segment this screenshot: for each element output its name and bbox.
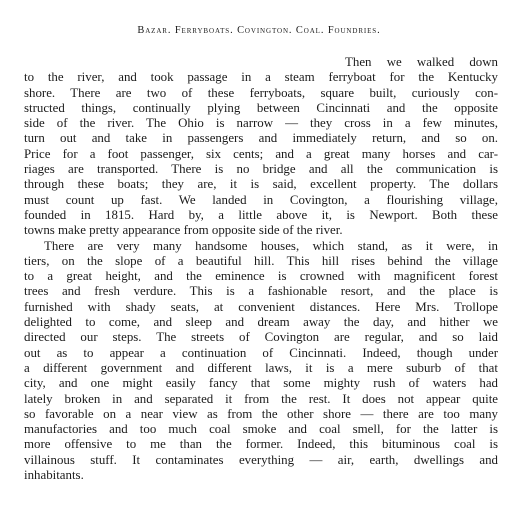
text-line: founded in 1815. Hard by, a little above it, is Newport. Both these: [24, 207, 498, 222]
text-line: city, and one might easily fancy that some mighty rush of waters had: [24, 376, 498, 391]
text-line: structed things, continually plying between Cincinnati and the opposite: [24, 100, 498, 115]
text-line: turn out and take in passengers and immediately return, and so on.: [24, 131, 498, 146]
text-line: shore. There are two of these ferryboats, square built, curiously con-: [24, 85, 498, 100]
text-line: through these boats; they are, it is said, excellent property. The dollars: [24, 177, 498, 192]
text-line: delighted to come, and sleep and dream away the day, and hither we: [24, 315, 498, 330]
text-line: Then we walked down: [345, 55, 498, 69]
paragraph-ferryboats: [24, 55, 498, 239]
text-line: tiers, on the slope of a beautiful hill. This hill rises behind the village: [24, 253, 498, 268]
text-line: to a great height, and the eminence is crowned with magnificent forest: [24, 269, 498, 284]
text-line: directed our steps. The streets of Covington are regular, and so laid: [24, 330, 498, 345]
text-line: out as to appear a continuation of Cincinnati. Indeed, though under: [24, 345, 498, 360]
text-line: must count up fast. We landed in Covington, a flourishing village,: [24, 192, 498, 207]
text-line: so favorable on a near view as from the other shore — there are too many: [24, 406, 498, 421]
text-line: trees and fresh verdure. This is a fashionable resort, and the place is: [24, 284, 498, 299]
text-line: to the river, and took passage in a steam ferryboat for the Kentucky: [24, 70, 498, 85]
text-line: side of the river. The Ohio is narrow — they cross in a few minutes,: [24, 116, 498, 131]
text-line: inhabitants.: [24, 468, 84, 483]
running-head: Bazar. Ferryboats. Covington. Coal. Foundries.: [137, 25, 381, 36]
text-line: villainous stuff. It contaminates everything — air, earth, dwellings and: [24, 452, 498, 467]
text-line: Price for a foot passenger, six cents; and a great many horses and car-: [24, 146, 498, 161]
text-line: furnished with shady seats, at convenient distances. Here Mrs. Trollope: [24, 299, 498, 314]
body-text: [24, 55, 498, 483]
paragraph-covington: [24, 239, 498, 484]
text-line: more offensive to me than the former. Indeed, this bituminous coal is: [24, 437, 498, 452]
text-line: There are very many handsome houses, which stand, as it were, in: [44, 238, 498, 253]
text-line: towns make pretty appearance from opposite side of the river.: [24, 223, 343, 238]
text-line: lately broken in and separated it from the rest. It does not appear quite: [24, 391, 498, 406]
text-line: a different government and different laws, it is a mere suburb of that: [24, 360, 498, 375]
text-line: riages are transported. There is no bridge and all the communication is: [24, 162, 498, 177]
text-line: manufactories and too much coal smoke and coal smell, for the latter is: [24, 422, 498, 437]
